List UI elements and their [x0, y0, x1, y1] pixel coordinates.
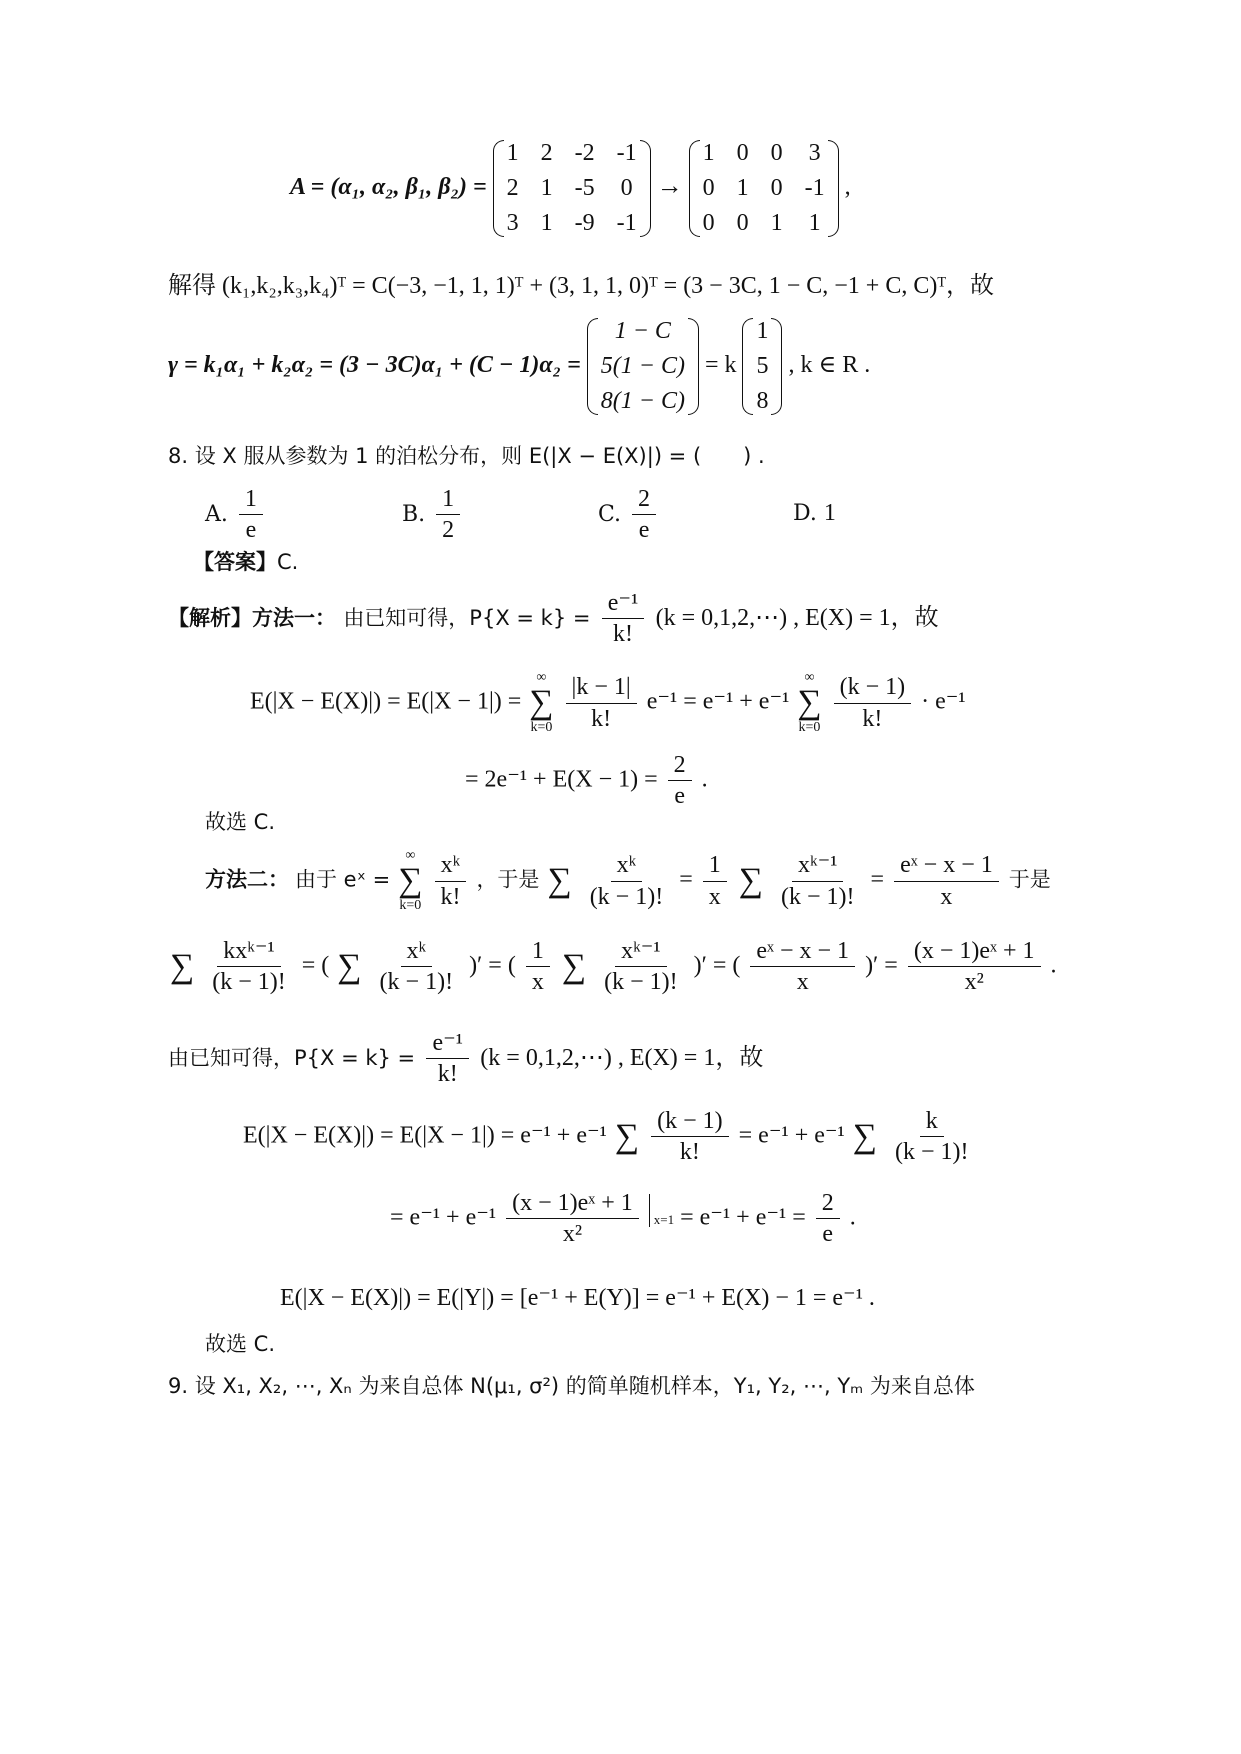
m2-c-num: 1 — [703, 852, 727, 881]
gamma-vector-2 — [742, 318, 782, 415]
m1-frac-den: k! — [591, 705, 612, 732]
m2-e1-num: kxᵏ⁻¹ — [217, 938, 280, 967]
method-2-line-3 — [168, 1030, 763, 1088]
m2-g-num2: k — [920, 1108, 944, 1137]
matrix-left-cell-5: 1 — [540, 175, 553, 201]
m2-a: 由于 eˣ = — [295, 867, 391, 892]
matrix-tail: , — [844, 174, 851, 201]
m2-c-den2: (k − 1)! — [781, 883, 855, 910]
m2-e4-num: eˣ − x − 1 — [750, 938, 855, 967]
matrix-left — [493, 140, 651, 237]
sum-sub: k=0 — [798, 720, 821, 735]
m2-b: ，于是 — [476, 867, 540, 892]
matrix-right-cell-0: 1 — [702, 140, 715, 166]
m2-d-den: x — [940, 883, 953, 910]
m2-h-den2: e — [822, 1221, 834, 1248]
method-2-line-1: 方法二： 由于 eˣ = ∞ ∑ k=0 $\frac{\text{xᵏ}}{k!}$ ，于是 ∑ $\frac{\text{xᵏ}}{(k - 1)!}$ = $\frac{1}{x}$ ∑ $\frac{\text{xᵏ⁻¹}}{(k - 1)!}$ = $\frac{\text{eˣ − x − 1}}{x}$ 于是 — [205, 848, 1051, 913]
matrix-left-cell-4: 2 — [506, 175, 519, 201]
m2-i: E(|X − E(X)|) = E(|Y|) = [e⁻¹ + E(Y)] = e⁻¹ + E(X) − 1 = e⁻¹ . — [280, 1285, 875, 1311]
sum-sign: ∑ — [738, 862, 763, 899]
sum-sign: ∑ — [547, 862, 572, 899]
analysis-tag: 【解析】 — [168, 605, 252, 630]
option-b — [402, 486, 464, 544]
matrix-left-cell-9: 1 — [540, 210, 553, 236]
matrix-right-cell-9: 0 — [736, 210, 749, 236]
matrix-lhs: A = (α₁, α₂, β₁, β₂) = — [290, 174, 487, 201]
method-2-tag: 方法二： — [205, 867, 289, 892]
m1-eq2-num: 2 — [668, 752, 692, 781]
m2-e3-den: (k − 1)! — [604, 969, 678, 996]
m2-g-num: (k − 1) — [651, 1108, 729, 1137]
question-8 — [168, 440, 765, 470]
m2-a-num: xᵏ — [435, 852, 467, 881]
m1-eq2: = 2e⁻¹ + E(X − 1) = — [465, 766, 658, 793]
m1-frac-num: |k − 1| — [566, 674, 637, 703]
option-a-label: A. — [205, 501, 228, 527]
matrix-equation — [290, 140, 851, 237]
m2-e2-den: (k − 1)! — [379, 969, 454, 996]
choose-1 — [205, 806, 275, 836]
question-8-text: 8. 设 X 服从参数为 1 的泊松分布，则 E(|X − E(X)|) = ( ) . — [168, 444, 765, 468]
m2-c-den: x — [708, 883, 721, 910]
m2-h-tail: = e⁻¹ + e⁻¹ = — [680, 1204, 806, 1231]
m2-d-tail: 于是 — [1008, 867, 1051, 892]
option-c-den: e — [638, 517, 650, 544]
m1-frac2-num: (k − 1) — [834, 674, 912, 703]
matrix-right — [689, 140, 839, 237]
gamma-tail: , k ∈ R . — [788, 352, 871, 379]
method-1-tag: 方法一： — [252, 605, 336, 630]
matrix-left-cell-10: -9 — [574, 210, 595, 236]
gamma-vec2-cell-1: 5 — [756, 353, 769, 379]
method-1-text: 由已知可得，P{X = k} = — [343, 605, 591, 630]
matrix-right-cell-1: 0 — [736, 140, 749, 166]
m1-eq2-den: e — [674, 783, 685, 810]
matrix-right-cell-5: 1 — [736, 175, 749, 201]
pmf-num: e⁻¹ — [426, 1030, 469, 1059]
matrix-right-cell-10: 1 — [770, 210, 783, 236]
matrix-right-cell-4: 0 — [702, 175, 715, 201]
sum-sup: ∞ — [405, 848, 416, 863]
m2-f: 由已知可得，P{X = k} = — [168, 1045, 416, 1070]
solve-text: 解得 (k₁,k₂,k₃,k₄)ᵀ = C(−3, −1, 1, 1)ᵀ + (3, 1, 1, 0)ᵀ = (3 − 3C, 1 − C, −1 + C, C)ᵀ，故 — [168, 273, 995, 299]
matrix-left-cell-6: -5 — [574, 175, 595, 201]
sum-sub: k=0 — [399, 898, 422, 913]
sum-sub: k=0 — [530, 720, 553, 735]
m1-eq1-tail: · e⁻¹ — [921, 688, 966, 715]
m1-frac2-den: k! — [862, 705, 883, 732]
question-9-text: 9. 设 X₁, X₂, ⋯, Xₙ 为来自总体 N(μ₁, σ²) 的简单随机样本，Y₁, Y₂, ⋯, Yₘ 为来自总体 — [168, 1374, 975, 1398]
option-b-label: B. — [402, 501, 426, 527]
m2-g-den2: (k − 1)! — [895, 1139, 969, 1166]
sum-sign: ∑ — [561, 947, 587, 985]
m2-e5-den: x² — [964, 969, 984, 996]
option-b-den: 2 — [442, 517, 455, 544]
matrix-left-cell-7: 0 — [620, 175, 633, 201]
sum-sup: ∞ — [536, 670, 547, 685]
m2-g-mid: = e⁻¹ + e⁻¹ — [738, 1122, 845, 1149]
sum-sign: ∑ — [797, 684, 822, 721]
gamma-vec1-cell-2: 8(1 − C) — [600, 388, 685, 414]
gamma-vec2-cell-0: 1 — [756, 318, 769, 344]
choose-2 — [205, 1328, 275, 1358]
option-d-value: 1 — [823, 500, 836, 526]
option-b-num: 1 — [436, 486, 460, 515]
sum-sign: ∑ — [170, 947, 195, 985]
m2-h: = e⁻¹ + e⁻¹ — [390, 1204, 497, 1231]
question-9 — [168, 1370, 975, 1400]
matrix-left-cell-2: -2 — [574, 140, 595, 166]
method-2-line-2: ∑ $\frac{\text{kxᵏ⁻¹}}{(k - 1)!}$ = ( ∑ $\frac{\text{xᵏ}}{(k - 1)!}$ )′ = ( $\frac{1}{x}$ ∑ $\frac{\text{xᵏ⁻¹}}{(k - 1)!}$ )′ = ( $\frac{\text{eˣ − x − 1}}{x}$ )′ = $\frac{\text{(x − 1)eˣ + 1}}{\text{x²}}$ . — [170, 938, 1057, 996]
option-d — [793, 500, 836, 527]
m2-f-tail: (k = 0,1,2,⋯) , E(X) = 1，故 — [480, 1044, 764, 1071]
answer-value: C. — [277, 550, 299, 574]
m1-eq1-mid: e⁻¹ = e⁻¹ + e⁻¹ — [646, 688, 790, 715]
option-d-label: D. — [793, 501, 817, 526]
option-c-label: C. — [598, 501, 622, 527]
matrix-left-cell-3: -1 — [616, 140, 637, 166]
matrix-right-cell-8: 0 — [702, 210, 715, 236]
sum-sign: ∑ — [337, 947, 362, 985]
option-a — [205, 486, 267, 544]
answer-tag: 【答案】 — [193, 550, 277, 574]
option-c — [598, 486, 660, 544]
m2-h-den: x² — [562, 1221, 583, 1248]
method-2-line-4 — [243, 1108, 979, 1166]
m2-h-num: (x − 1)eˣ + 1 — [506, 1190, 639, 1219]
method-1-eq-2 — [465, 752, 708, 810]
m2-c-den: x — [531, 969, 544, 996]
m2-g-den: k! — [679, 1139, 700, 1166]
gamma-vec1-cell-0: 1 − C — [614, 318, 671, 344]
matrix-left-cell-11: -1 — [616, 210, 637, 236]
analysis-line — [168, 590, 939, 648]
matrix-left-cell-1: 2 — [540, 140, 553, 166]
m2-h-num2: 2 — [816, 1190, 840, 1219]
answer-line — [193, 546, 298, 576]
m2-b-den: (k − 1)! — [589, 883, 664, 910]
method-2-line-5: = e⁻¹ + e⁻¹ $\frac{\text{(x − 1)eˣ + 1}}{\text{x²}}$ x=1 = e⁻¹ + e⁻¹ = $\frac{2}{e}$ . — [390, 1190, 856, 1248]
sum-sup: ∞ — [804, 670, 815, 685]
gamma-equation — [168, 318, 870, 415]
m2-e3-num: xᵏ⁻¹ — [615, 938, 666, 967]
matrix-right-cell-11: 1 — [808, 210, 821, 236]
option-a-num: 1 — [239, 486, 263, 515]
m2-c-num: 1 — [526, 938, 550, 967]
sum-sign: ∑ — [852, 1117, 877, 1155]
sum-sign: ∑ — [529, 684, 554, 721]
m2-b-num: xᵏ — [611, 852, 643, 881]
m1-eq2-tail: . — [701, 766, 708, 793]
matrix-right-cell-2: 0 — [770, 140, 783, 166]
gamma-vector-1 — [587, 318, 699, 415]
m2-a-den: k! — [440, 883, 461, 910]
matrix-left-cell-8: 3 — [506, 210, 519, 236]
matrix-left-cell-0: 1 — [506, 140, 519, 166]
m2-e5-num: (x − 1)eˣ + 1 — [908, 938, 1041, 967]
method-1-tail: (k = 0,1,2,⋯) , E(X) = 1，故 — [655, 604, 939, 631]
sum-sign: ∑ — [614, 1117, 640, 1155]
sum-sign: ∑ — [398, 862, 423, 899]
m2-e1-den: (k − 1)! — [212, 969, 286, 996]
m1-eq1-lhs: E(|X − E(X)|) = E(|X − 1|) = — [250, 688, 522, 715]
choose-1-text: 故选 C. — [205, 810, 276, 834]
matrix-right-cell-3: 3 — [808, 140, 821, 166]
option-c-num: 2 — [632, 486, 656, 515]
method-2-line-6 — [280, 1283, 875, 1312]
gamma-vec1-cell-1: 5(1 − C) — [600, 353, 685, 379]
pmf-num: e⁻¹ — [602, 590, 645, 619]
option-a-den: e — [245, 517, 257, 544]
gamma-mid: = k — [704, 352, 737, 379]
gamma-lhs: γ = k₁α₁ + k₂α₂ = (3 − 3C)α₁ + (C − 1)α₂ = — [168, 352, 581, 379]
arrow: → — [656, 171, 683, 201]
solve-line — [168, 265, 994, 300]
pmf-den: k! — [437, 1061, 458, 1088]
m2-h-sub: x=1 — [649, 1194, 674, 1227]
m2-c-num2: xᵏ⁻¹ — [792, 852, 843, 881]
m2-e2-num: xᵏ — [401, 938, 433, 967]
method-1-eq-1 — [250, 670, 966, 736]
matrix-right-cell-7: -1 — [804, 175, 825, 201]
m2-e4-den: x — [796, 969, 809, 996]
choose-2-text: 故选 C. — [205, 1332, 276, 1356]
gamma-vec2-cell-2: 8 — [756, 388, 769, 414]
m2-d-num: eˣ − x − 1 — [894, 852, 999, 881]
matrix-right-cell-6: 0 — [770, 175, 783, 201]
m2-g: E(|X − E(X)|) = E(|X − 1|) = e⁻¹ + e⁻¹ — [243, 1122, 607, 1149]
pmf-den: k! — [613, 621, 634, 648]
